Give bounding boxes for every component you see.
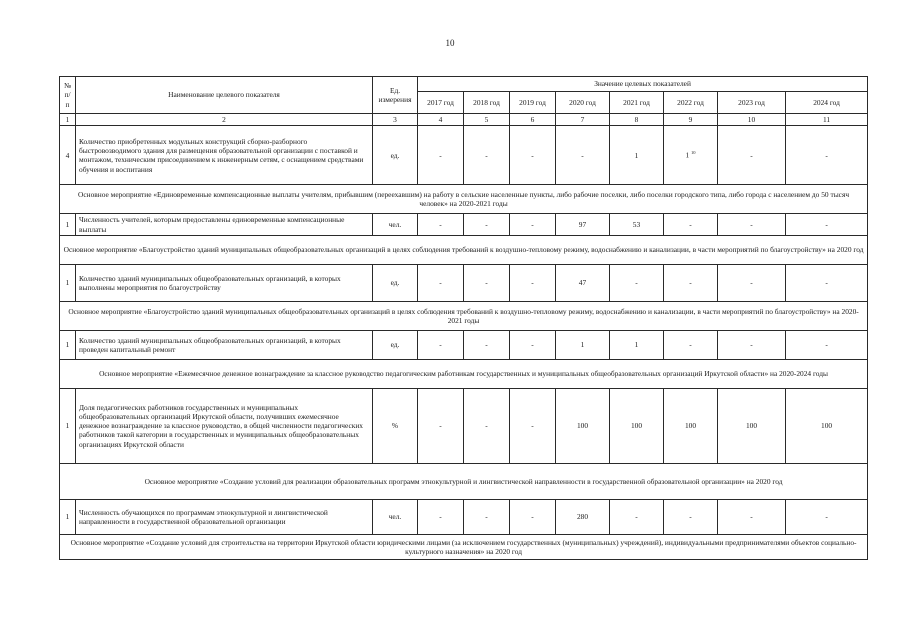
indicator-name: Количество приобретенных модульных конструкций сборно-разборного быстровозводимого здания для размещения образовательной организации с поставкой и монтажом, техническим присоединением к инженерным сетям, с оснащением средствами обучения и воспитания: [76, 126, 373, 185]
column-number: 7: [556, 114, 610, 126]
column-number: 8: [610, 114, 664, 126]
header-year: 2019 год: [510, 92, 556, 114]
value-cell: -: [718, 330, 786, 359]
value-cell: 100: [718, 388, 786, 463]
value-cell: 1: [610, 330, 664, 359]
section-row: [60, 463, 868, 499]
value-cell: -: [718, 499, 786, 534]
value-cell: -: [418, 126, 464, 185]
row-num: 4: [60, 126, 76, 185]
unit-cell: ед.: [373, 330, 418, 359]
row-num: 1: [60, 330, 76, 359]
table-row: [60, 330, 868, 359]
value-cell: -: [418, 264, 464, 301]
column-number: 6: [510, 114, 556, 126]
table-row: [60, 388, 868, 463]
column-number: 11: [786, 114, 868, 126]
value-cell: -: [418, 214, 464, 236]
table-row: [60, 214, 868, 236]
section-row: [60, 359, 868, 388]
value-cell-with-footnote: [664, 126, 718, 185]
header-year: 2020 год: [556, 92, 610, 114]
value-text: 1: [685, 150, 690, 160]
value-cell: 280: [556, 499, 610, 534]
column-number: 10: [718, 114, 786, 126]
value-cell: 1: [610, 126, 664, 185]
section-heading: Основное мероприятие «Создание условий для реализации образовательных программ этнокультурной и лингвистической направленности в государственной образовательной организации» на 2020 год: [60, 463, 868, 499]
value-cell: -: [464, 214, 510, 236]
section-row: [60, 534, 868, 559]
value-cell: -: [464, 264, 510, 301]
unit-cell: чел.: [373, 214, 418, 236]
row-num: 1: [60, 499, 76, 534]
table-row: [60, 126, 868, 185]
value-cell: -: [464, 499, 510, 534]
value-cell: 100: [664, 388, 718, 463]
footnote-ref: 10: [691, 150, 696, 156]
section-row: [60, 301, 868, 330]
value-cell: -: [464, 330, 510, 359]
value-cell: -: [786, 264, 868, 301]
value-cell: 47: [556, 264, 610, 301]
indicator-name: Численность обучающихся по программам этнокультурной и лингвистической направленности в государственной образовательной организации: [76, 499, 373, 534]
value-cell: -: [418, 499, 464, 534]
section-row: [60, 235, 868, 264]
unit-cell: чел.: [373, 499, 418, 534]
value-cell: -: [510, 126, 556, 185]
value-cell: -: [718, 264, 786, 301]
header-year: 2023 год: [718, 92, 786, 114]
value-cell: -: [718, 126, 786, 185]
indicator-name: Доля педагогических работников государственных и муниципальных общеобразовательных организаций Иркутской области, получивших ежемесячное денежное вознаграждение за классное руководство, в общей численности педагогических работников такой категории в государственных и муниципальных общеобразовательных организациях Иркутской области: [76, 388, 373, 463]
row-num: 1: [60, 388, 76, 463]
column-number: 5: [464, 114, 510, 126]
section-row: [60, 185, 868, 214]
column-number: 9: [664, 114, 718, 126]
row-num: 1: [60, 264, 76, 301]
value-cell: -: [464, 388, 510, 463]
header-year: 2022 год: [664, 92, 718, 114]
header-year: 2017 год: [418, 92, 464, 114]
value-cell: -: [510, 330, 556, 359]
unit-cell: ед.: [373, 264, 418, 301]
value-cell: -: [664, 264, 718, 301]
value-cell: -: [718, 214, 786, 236]
value-cell: -: [664, 330, 718, 359]
unit-cell: %: [373, 388, 418, 463]
section-heading: Основное мероприятие «Благоустройство зданий муниципальных общеобразовательных организаций в целях соблюдения требований к воздушно-тепловому режиму, водоснабжению и канализации, в части мероприятий по благоустройству» на 2020-2021 годы: [60, 301, 868, 330]
indicator-name: Количество зданий муниципальных общеобразовательных организаций, в которых проведен капитальный ремонт: [76, 330, 373, 359]
row-num: 1: [60, 214, 76, 236]
section-heading: Основное мероприятие «Создание условий для строительства на территории Иркутской области юридическими лицами (за исключением государственных (муниципальных) учреждений), индивидуальными предпринимателями объектов социально-культурного назначения» на 2020 год: [60, 534, 868, 559]
value-cell: 100: [556, 388, 610, 463]
header-unit: Ед. измерения: [373, 77, 418, 114]
value-cell: 1: [556, 330, 610, 359]
column-number: 3: [373, 114, 418, 126]
header-year: 2021 год: [610, 92, 664, 114]
column-number: 1: [60, 114, 76, 126]
header-year: 2018 год: [464, 92, 510, 114]
table-row: [60, 499, 868, 534]
value-cell: -: [610, 264, 664, 301]
target-indicators-table: [59, 76, 868, 560]
value-cell: -: [786, 214, 868, 236]
value-cell: 100: [610, 388, 664, 463]
indicator-name: Численность учителей, которым предоставлены единовременные компенсационные выплаты: [76, 214, 373, 236]
unit-cell: ед.: [373, 126, 418, 185]
value-cell: 100: [786, 388, 868, 463]
header-values-group: Значение целевых показателей: [418, 77, 868, 92]
value-cell: -: [418, 388, 464, 463]
value-cell: -: [510, 264, 556, 301]
value-cell: -: [786, 126, 868, 185]
value-cell: -: [556, 126, 610, 185]
section-heading: Основное мероприятие «Ежемесячное денежное вознаграждение за классное руководство педагогическим работникам государственных и муниципальных общеобразовательных организаций Иркутской области» на 2020-2024 годы: [60, 359, 868, 388]
value-cell: -: [510, 388, 556, 463]
value-cell: -: [786, 330, 868, 359]
section-heading: Основное мероприятие «Благоустройство зданий муниципальных общеобразовательных организаций в целях соблюдения требований к воздушно-тепловому режиму, водоснабжению и канализации, в части мероприятий по благоустройству» на 2020 год: [60, 235, 868, 264]
section-heading: Основное мероприятие «Единовременные компенсационные выплаты учителям, прибывшим (переехавшим) на работу в сельские населенные пункты, либо рабочие поселки, либо поселки городского типа, либо города с населением до 50 тысяч человек» на 2020-2021 годы: [60, 185, 868, 214]
header-num: № п/п: [60, 77, 76, 114]
value-cell: -: [786, 499, 868, 534]
header-year: 2024 год: [786, 92, 868, 114]
table-row: [60, 264, 868, 301]
header-name: Наименование целевого показателя: [76, 77, 373, 114]
column-number: 4: [418, 114, 464, 126]
value-cell: -: [664, 214, 718, 236]
value-cell: 53: [610, 214, 664, 236]
column-number: 2: [76, 114, 373, 126]
indicator-name: Количество зданий муниципальных общеобразовательных организаций, в которых выполнены мероприятия по благоустройству: [76, 264, 373, 301]
value-cell: -: [610, 499, 664, 534]
value-cell: -: [418, 330, 464, 359]
value-cell: 97: [556, 214, 610, 236]
value-cell: -: [510, 499, 556, 534]
value-cell: -: [464, 126, 510, 185]
value-cell: -: [664, 499, 718, 534]
column-number-row: [60, 114, 868, 126]
value-cell: -: [510, 214, 556, 236]
page-number: 10: [445, 38, 455, 48]
